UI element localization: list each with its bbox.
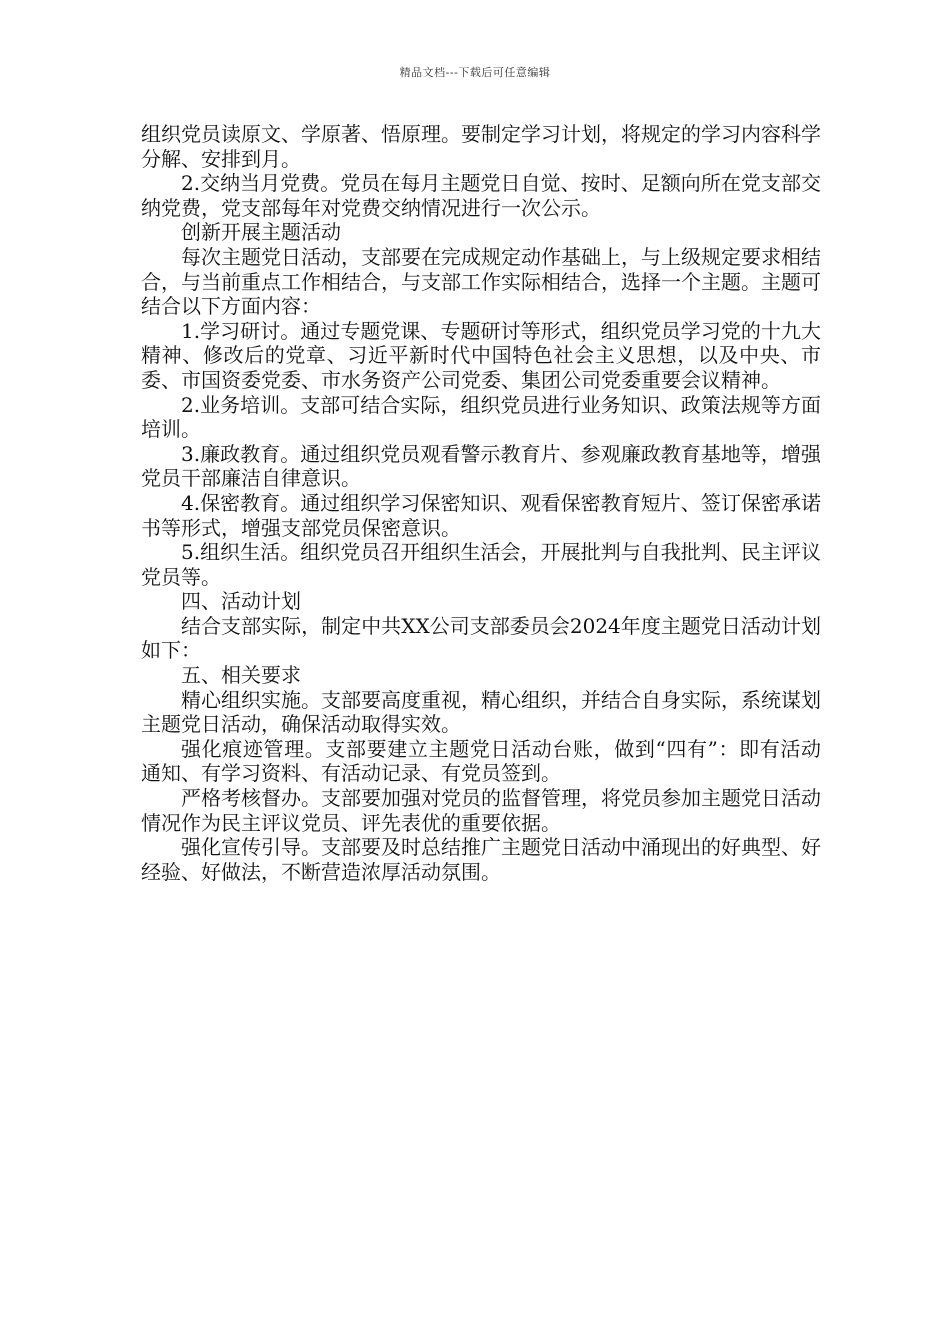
paragraph-confidentiality-education: 4.保密教育。通过组织学习保密知识、观看保密教育短片、签订保密承诺书等形式，增强支部党员保密意识。 (141, 490, 821, 540)
section-heading-requirements: 五、相关要求 (181, 663, 301, 688)
paragraph-assessment-supervision: 严格考核督办。支部要加强对党员的监督管理，将党员参加主题党日活动情况作为民主评议党员、评先表优的重要依据。 (141, 786, 821, 835)
paragraph-integrity-education: 3.廉政教育。通过组织党员观看警示教育片、参观廉政教育基地等，增强党员干部廉洁自律意识。 (141, 441, 821, 491)
section-heading-activity-plan: 四、活动计划 (181, 589, 301, 614)
paragraph-record-management: 强化痕迹管理。支部要建立主题党日活动台账，做到“四有”：即有活动通知、有学习资料、有活动记录、有党员签到。 (141, 736, 821, 786)
paragraph-study-discussion: 1.学习研讨。通过专题党课、专题研讨等形式，组织党员学习党的十九大精神、修改后的党章、习近平新时代中国特色社会主义思想，以及中央、市委、市国资委党委、市水务资产公司党委、集团公司党委重要会议精神。 (141, 318, 821, 392)
paragraph-theme-selection: 每次主题党日活动，支部要在完成规定动作基础上，与上级规定要求相结合，与当前重点工作相结合，与支部工作实际相结合，选择一个主题。主题可结合以下方面内容： (141, 244, 821, 319)
paragraph-business-training: 2.业务培训。支部可结合实际，组织党员进行业务知识、政策法规等方面培训。 (141, 392, 821, 442)
section-heading-themed-activities: 创新开展主题活动 (181, 220, 341, 245)
paragraph-study-plan-continued: 组织党员读原文、学原著、悟原理。要制定学习计划，将规定的学习内容科学分解、安排到月。 (141, 122, 821, 171)
paragraph-organizational-life: 5.组织生活。组织党员召开组织生活会，开展批判与自我批判、民主评议党员等。 (141, 540, 821, 589)
page-header: 精品文档---下载后可任意编辑 (399, 66, 551, 79)
paragraph-annual-plan: 结合支部实际，制定中共XX公司支部委员会2024年度主题党日活动计划如下： (141, 613, 821, 663)
paragraph-party-dues: 2.交纳当月党费。党员在每月主题党日自觉、按时、足额向所在党支部交纳党费，党支部每年对党费交纳情况进行一次公示。 (141, 171, 821, 220)
document-body (141, 122, 821, 884)
paragraph-publicity-guidance: 强化宣传引导。支部要及时总结推广主题党日活动中涌现出的好典型、好经验、好做法，不断营造浓厚活动氛围。 (141, 835, 821, 884)
paragraph-careful-implementation: 精心组织实施。支部要高度重视，精心组织，并结合自身实际，系统谋划主题党日活动，确保活动取得实效。 (141, 687, 821, 737)
